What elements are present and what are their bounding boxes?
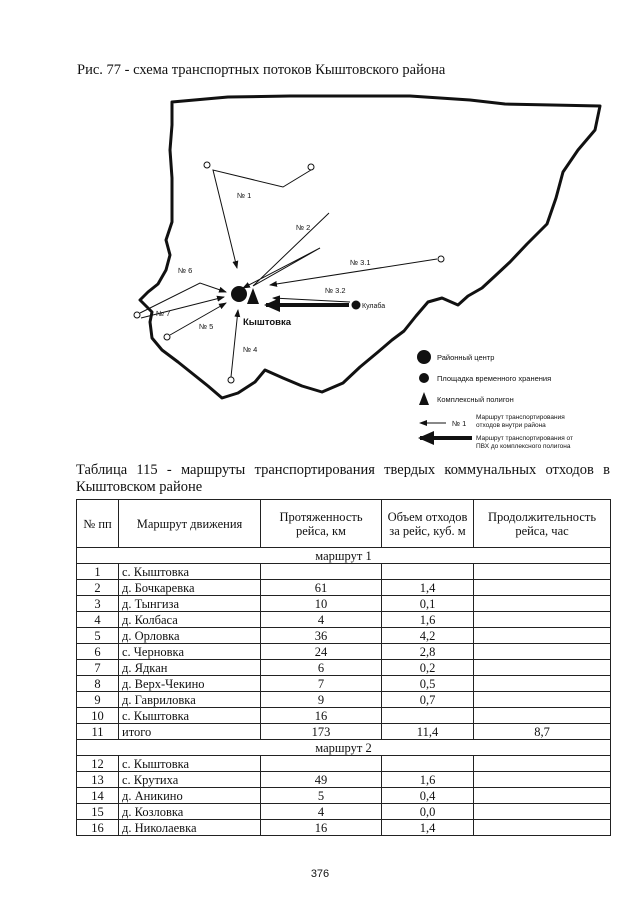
settlement-marker [204,162,210,168]
table-row [77,644,611,660]
cell-length: 49 [261,772,382,788]
center-label: Кыштовка [243,317,292,328]
route-5-line [170,303,226,335]
kulaba-label: Кулаба [362,303,386,310]
header-volume: Объем отходов за рейс, куб. м [382,500,474,548]
svg-text:Районный центр: Районный центр [437,353,495,362]
cell-volume: 2,8 [382,644,474,660]
svg-text:Маршрут транспортирования от: Маршрут транспортирования от [476,435,573,442]
cell-num: 2 [77,580,119,596]
table-row [77,612,611,628]
cell-num: 9 [77,692,119,708]
table-section-row [77,740,611,756]
cell-length: 6 [261,660,382,676]
cell-route: д. Бочкаревка [119,580,261,596]
cell-volume: 1,4 [382,820,474,836]
cell-num: 10 [77,708,119,724]
table-row [77,804,611,820]
figure-caption: Рис. 77 - схема транспортных потоков Кыштовского района [77,62,446,78]
cell-duration [474,676,611,692]
cell-route: итого [119,724,261,740]
table-caption: Таблица 115 - маршруты транспортирования твердых коммунальных отходов в Кыштовском районе [76,462,610,495]
cell-route: с. Черновка [119,644,261,660]
settlement-marker [134,312,140,318]
cell-length: 9 [261,692,382,708]
cell-volume: 0,4 [382,788,474,804]
cell-route: д. Николаевка [119,820,261,836]
cell-duration [474,804,611,820]
svg-text:№ 1: № 1 [452,419,467,428]
district-center-marker [231,286,247,302]
route-1-line [213,170,311,268]
cell-route: д. Гавриловка [119,692,261,708]
cell-volume: 0,0 [382,804,474,820]
svg-text:ПВХ до комплексного полигона: ПВХ до комплексного полигона [476,443,571,450]
map-legend [417,350,573,450]
cell-volume: 0,1 [382,596,474,612]
route-7-line [141,297,224,318]
cell-num: 13 [77,772,119,788]
settlement-marker [164,334,170,340]
cell-length: 16 [261,708,382,724]
cell-num: 11 [77,724,119,740]
cell-volume: 0,7 [382,692,474,708]
header-num: № пп [77,500,119,548]
cell-route: д. Тынгиза [119,596,261,612]
cell-duration [474,788,611,804]
cell-num: 7 [77,660,119,676]
header-duration: Продолжительность рейса, час [474,500,611,548]
cell-volume [382,564,474,580]
cell-route: д. Верх-Чекино [119,676,261,692]
cell-num: 16 [77,820,119,836]
table-row [77,660,611,676]
route-label: № 5 [199,322,214,331]
cell-duration [474,628,611,644]
route-label: № 1 [237,191,252,200]
cell-length [261,564,382,580]
cell-duration [474,596,611,612]
settlement-marker [228,377,234,383]
route-label: № 7 [156,309,171,318]
cell-volume: 0,2 [382,660,474,676]
legend-storage-site-icon [419,373,429,383]
route-label: № 6 [178,266,193,275]
cell-route: с. Крутиха [119,772,261,788]
cell-length: 7 [261,676,382,692]
section-title: маршрут 2 [77,740,611,756]
table-section-row [77,548,611,564]
cell-duration [474,612,611,628]
cell-length: 10 [261,596,382,612]
route-label: № 2 [296,223,311,232]
cell-volume: 0,5 [382,676,474,692]
cell-duration [474,644,611,660]
table-row [77,628,611,644]
cell-duration [474,820,611,836]
cell-route: д. Аникино [119,788,261,804]
svg-text:Комплексный полигон: Комплексный полигон [437,395,514,404]
cell-num: 14 [77,788,119,804]
cell-route: д. Колбаса [119,612,261,628]
cell-duration [474,772,611,788]
route-label: № 3.1 [350,258,371,267]
district-boundary [140,96,600,398]
settlement-marker [438,256,444,262]
cell-length: 16 [261,820,382,836]
cell-num: 6 [77,644,119,660]
svg-text:отходов внутри района: отходов внутри района [476,422,546,429]
cell-num: 15 [77,804,119,820]
cell-num: 3 [77,596,119,612]
cell-volume: 1,6 [382,612,474,628]
table-row [77,708,611,724]
route-label: № 3.2 [325,286,346,295]
section-title: маршрут 1 [77,548,611,564]
settlement-marker [308,164,314,170]
legend-district-center-icon [417,350,431,364]
cell-volume: 4,2 [382,628,474,644]
cell-duration [474,580,611,596]
cell-volume: 11,4 [382,724,474,740]
legend-landfill-icon [419,392,429,405]
cell-route: с. Кыштовка [119,564,261,580]
cell-length: 24 [261,644,382,660]
cell-num: 4 [77,612,119,628]
svg-text:Площадка временного хранения: Площадка временного хранения [437,374,552,383]
landfill-marker [247,288,259,304]
cell-duration [474,660,611,676]
page-number: 376 [310,868,330,880]
cell-num: 5 [77,628,119,644]
storage-site-marker [352,301,361,310]
cell-num: 1 [77,564,119,580]
table-row [77,820,611,836]
cell-duration: 8,7 [474,724,611,740]
cell-route: д. Козловка [119,804,261,820]
cell-duration [474,564,611,580]
route-3-2-line [273,298,350,302]
route-2-line [243,213,329,288]
table-row [77,580,611,596]
routes-table [76,499,611,836]
table-row [77,772,611,788]
table-row [77,596,611,612]
cell-length: 36 [261,628,382,644]
svg-text:Маршрут транспортирования: Маршрут транспортирования [476,414,565,421]
cell-volume [382,756,474,772]
cell-length: 5 [261,788,382,804]
header-route: Маршрут движения [119,500,261,548]
route-4-line [231,310,238,377]
cell-length [261,756,382,772]
cell-volume [382,708,474,724]
cell-length: 173 [261,724,382,740]
cell-volume: 1,4 [382,580,474,596]
cell-duration [474,756,611,772]
cell-route: д. Ядкан [119,660,261,676]
route-label: № 4 [243,345,258,354]
cell-route: с. Кыштовка [119,708,261,724]
table-row [77,692,611,708]
cell-volume: 1,6 [382,772,474,788]
header-length: Протяженность рейса, км [261,500,382,548]
cell-num: 12 [77,756,119,772]
table-row [77,724,611,740]
table-row [77,756,611,772]
cell-route: с. Кыштовка [119,756,261,772]
cell-duration [474,708,611,724]
table-header-row [77,500,611,548]
table-row [77,676,611,692]
cell-num: 8 [77,676,119,692]
cell-duration [474,692,611,708]
table-row [77,564,611,580]
table-row [77,788,611,804]
cell-length: 4 [261,612,382,628]
cell-route: д. Орловка [119,628,261,644]
cell-length: 61 [261,580,382,596]
cell-length: 4 [261,804,382,820]
